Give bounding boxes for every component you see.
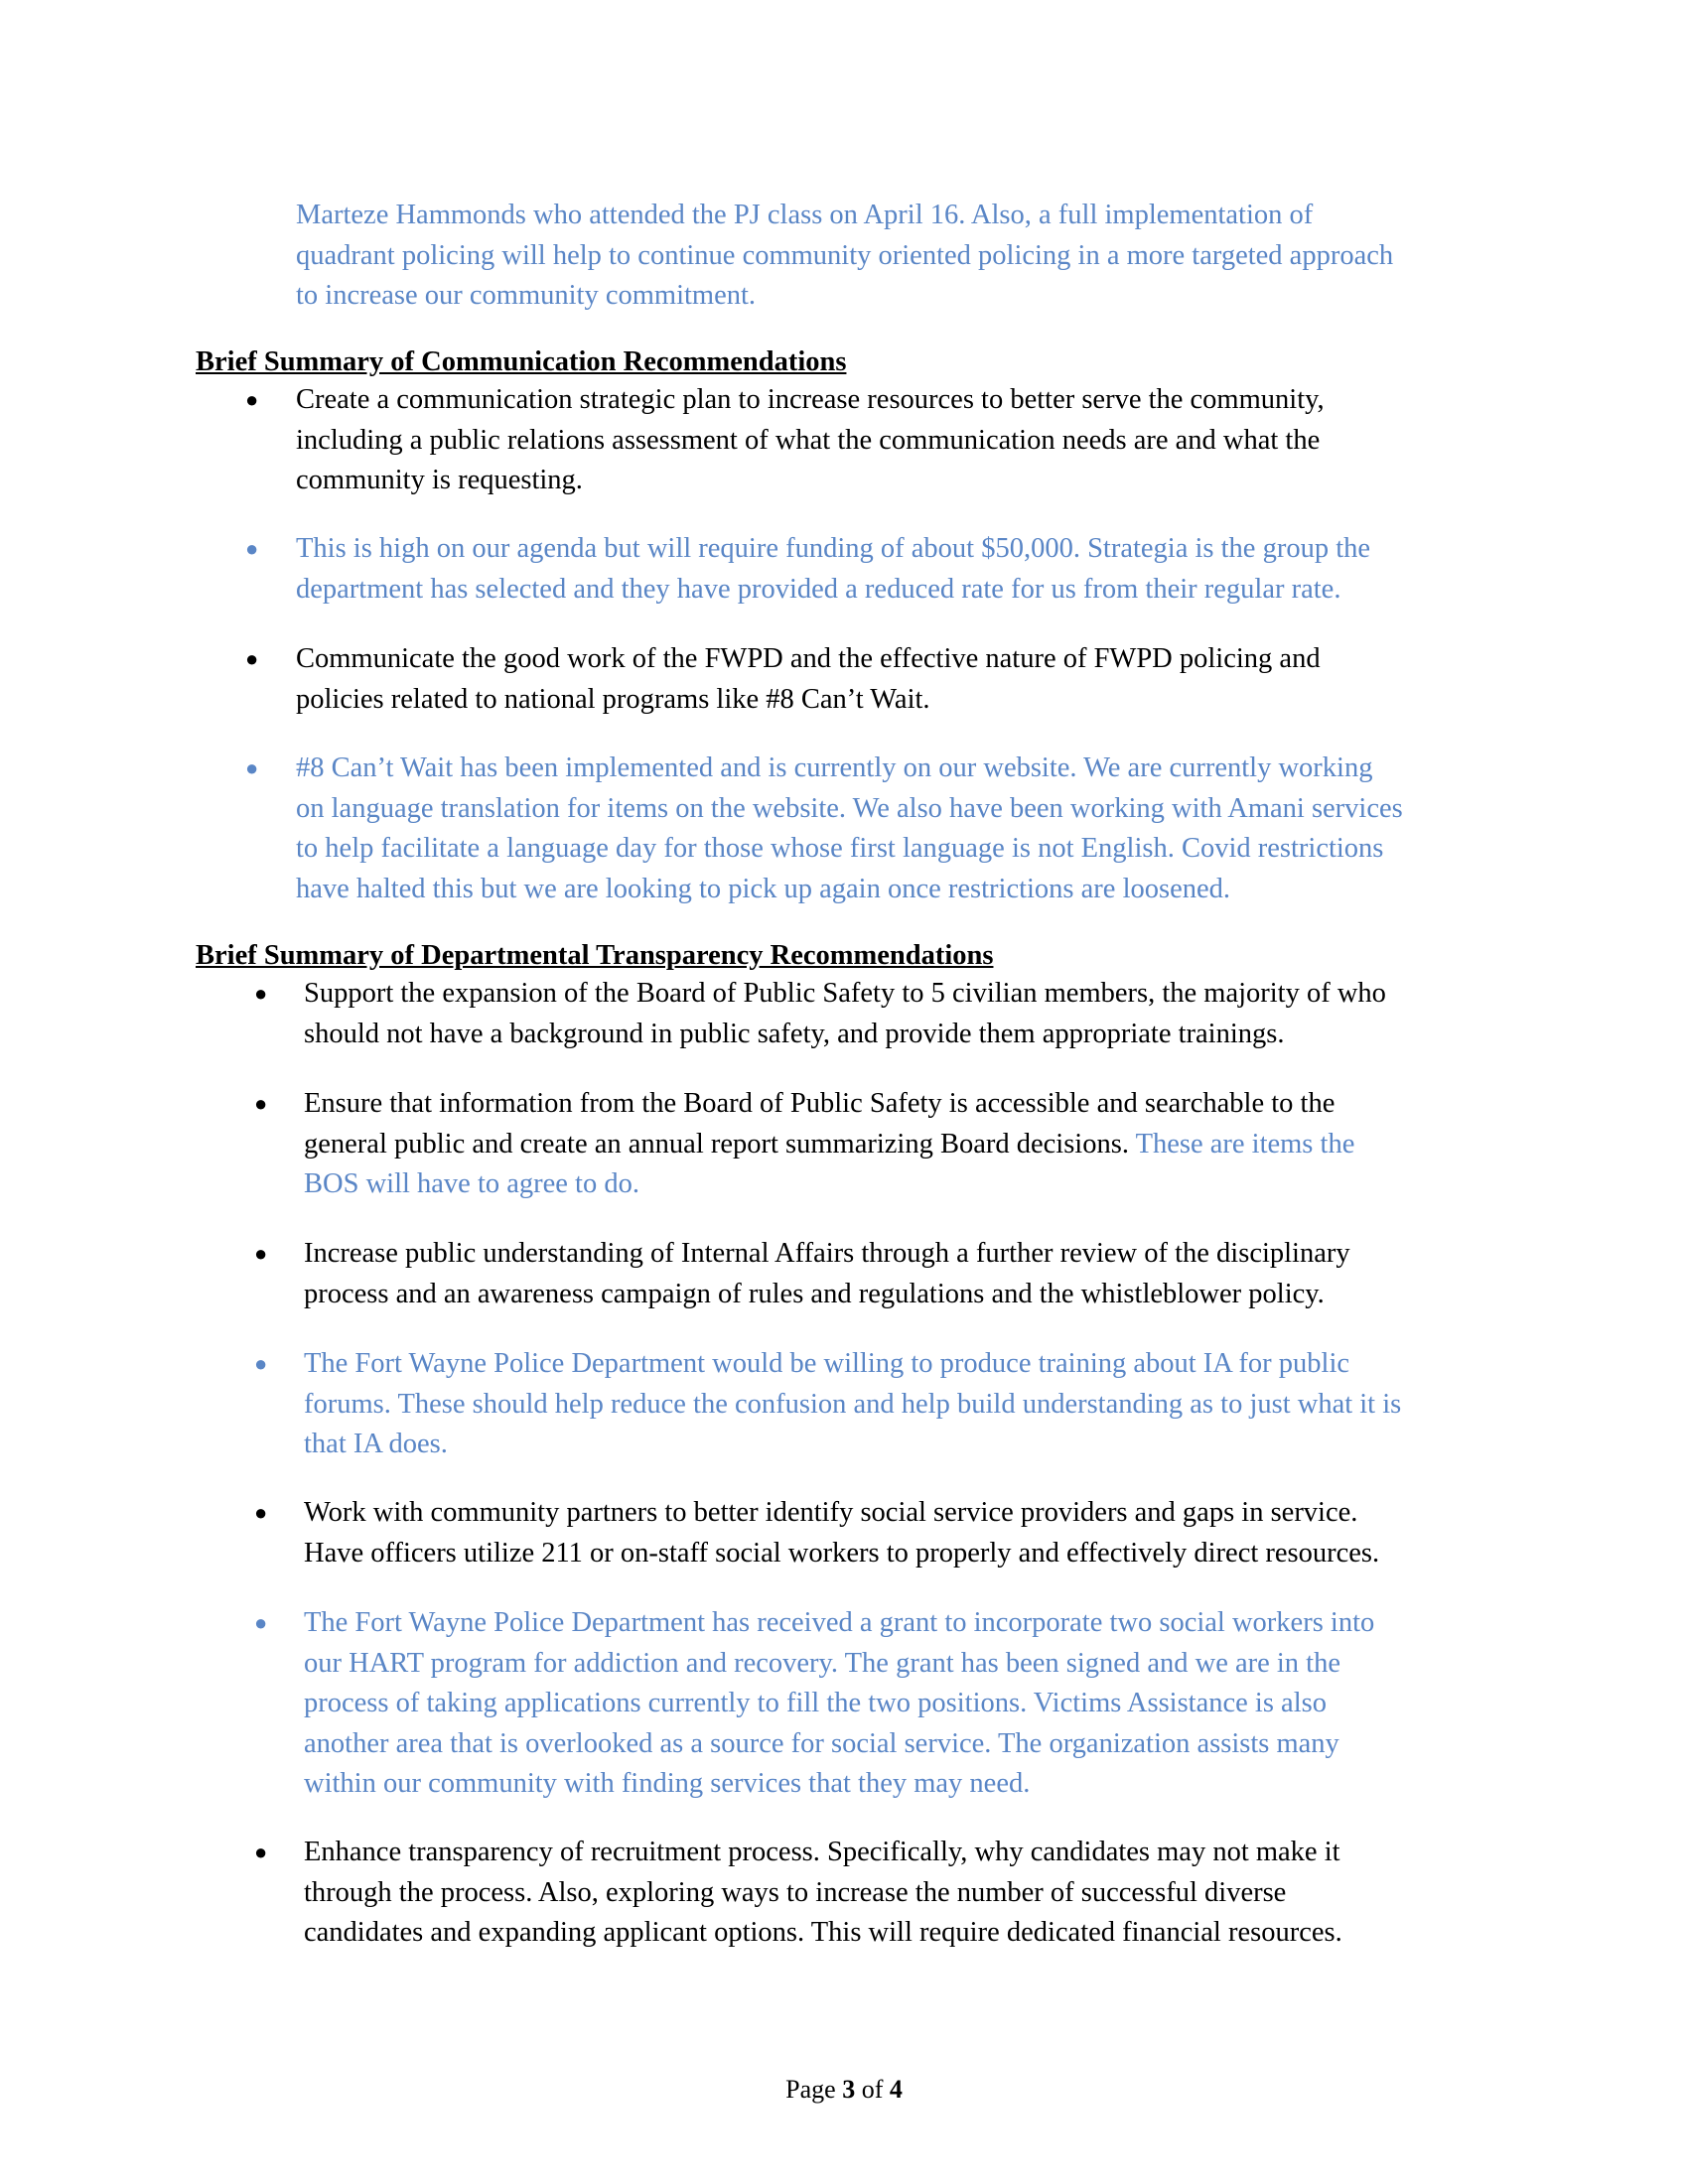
- page-footer: [0, 2075, 1688, 2105]
- text-line: This is high on our agenda but will require funding of about $50,000. Strategia is the group the: [296, 533, 1371, 564]
- text-line: Marteze Hammonds who attended the PJ class on April 16. Also, a full implementation of: [296, 200, 1314, 230]
- text-line: The Fort Wayne Police Department would be willing to produce training about IA for public: [304, 1348, 1350, 1379]
- transparency-item-2: [304, 1084, 1354, 1205]
- text-line: forums. These should help reduce the confusion and help build understanding as to just what it is: [304, 1388, 1402, 1420]
- text-line: Communicate the good work of the FWPD and the effective nature of FWPD policing and: [296, 643, 1321, 674]
- text-line: #8 Can’t Wait has been implemented and is currently on our website. We are currently working: [296, 752, 1373, 783]
- transparency-item-3: [304, 1234, 1350, 1314]
- text-line: The Fort Wayne Police Department has received a grant to incorporate two social workers into: [304, 1607, 1375, 1638]
- communication-response-1: [296, 529, 1370, 610]
- page-prefix: Page: [785, 2075, 843, 2104]
- bullet-icon: ●: [254, 1500, 268, 1525]
- text-line: Have officers utilize 211 or on-staff social workers to properly and effectively direct resources.: [304, 1537, 1380, 1569]
- response-segment: These are items the: [1135, 1128, 1355, 1160]
- text-line: that IA does.: [304, 1429, 448, 1459]
- communication-heading: Brief Summary of Communication Recommendations: [196, 346, 847, 377]
- text-line: Work with community partners to better identify social service providers and gaps in service.: [304, 1497, 1358, 1528]
- text-line: quadrant policing will help to continue community oriented policing in a more targeted approach: [296, 239, 1394, 271]
- text-line: Ensure that information from the Board of Public Safety is accessible and searchable to the: [304, 1088, 1336, 1119]
- bullet-icon: ●: [254, 981, 268, 1006]
- bullet-icon: ●: [245, 536, 259, 561]
- page-middle: of: [855, 2075, 890, 2104]
- transparency-response-1: [304, 1344, 1401, 1465]
- bullet-icon: ●: [254, 1351, 268, 1376]
- text-line: Create a communication strategic plan to increase resources to better serve the community,: [296, 384, 1325, 415]
- bullet-icon: ●: [245, 755, 259, 780]
- bullet-icon: ●: [245, 387, 259, 412]
- text-line: policies related to national programs like #8 Can’t Wait.: [296, 683, 930, 715]
- text-line: have halted this but we are looking to pick up again once restrictions are loosened.: [296, 873, 1231, 904]
- text-line: including a public relations assessment of what the communication needs are and what the: [296, 424, 1321, 456]
- text-line: on language translation for items on the website. We also have been working with Amani services: [296, 792, 1403, 824]
- text-segment: general public and create an annual report summarizing Board decisions.: [304, 1128, 1136, 1160]
- text-line: process and an awareness campaign of rules and regulations and the whistleblower policy.: [304, 1278, 1325, 1309]
- text-line: community is requesting.: [296, 465, 583, 495]
- response-line: BOS will have to agree to do.: [304, 1168, 639, 1199]
- text-line: to increase our community commitment.: [296, 280, 757, 311]
- page-current: 3: [842, 2075, 856, 2104]
- text-line: process of taking applications currently to fill the two positions. Victims Assistance is also: [304, 1688, 1327, 1718]
- bullet-icon: ●: [254, 1610, 268, 1635]
- text-line: to help facilitate a language day for those whose first language is not English. Covid restrictions: [296, 833, 1384, 864]
- text-line: Increase public understanding of Internal Affairs through a further review of the disciplinary: [304, 1238, 1350, 1269]
- communication-item-2: [296, 639, 1321, 720]
- intro-paragraph: [296, 196, 1393, 317]
- text-line: within our community with finding services that they may need.: [304, 1768, 1031, 1799]
- bullet-icon: ●: [245, 646, 259, 671]
- text-line: Enhance transparency of recruitment process. Specifically, why candidates may not make it: [304, 1837, 1340, 1867]
- communication-response-2: [296, 749, 1403, 909]
- bullet-icon: ●: [254, 1840, 268, 1864]
- text-line: another area that is overlooked as a source for social service. The organization assists many: [304, 1727, 1339, 1759]
- bullet-icon: ●: [254, 1241, 268, 1266]
- page-total: 4: [889, 2075, 903, 2104]
- transparency-response-2: [304, 1603, 1374, 1805]
- transparency-item-5: [304, 1833, 1342, 1954]
- transparency-heading: Brief Summary of Departmental Transparency Recommendations: [196, 940, 994, 971]
- text-line: our HART program for addiction and recovery. The grant has been signed and we are in the: [304, 1647, 1340, 1679]
- text-line: Support the expansion of the Board of Public Safety to 5 civilian members, the majority of who: [304, 978, 1386, 1009]
- text-line: should not have a background in public safety, and provide them appropriate trainings.: [304, 1018, 1285, 1049]
- communication-item-1: [296, 380, 1325, 501]
- text-line: department has selected and they have provided a reduced rate for us from their regular rate.: [296, 573, 1341, 605]
- text-line: candidates and expanding applicant options. This will require dedicated financial resources.: [304, 1917, 1342, 1948]
- text-line: through the process. Also, exploring ways to increase the number of successful diverse: [304, 1876, 1287, 1908]
- text-line: [304, 1125, 1354, 1165]
- transparency-item-1: [304, 974, 1386, 1054]
- transparency-item-4: [304, 1493, 1379, 1573]
- bullet-icon: ●: [254, 1091, 268, 1116]
